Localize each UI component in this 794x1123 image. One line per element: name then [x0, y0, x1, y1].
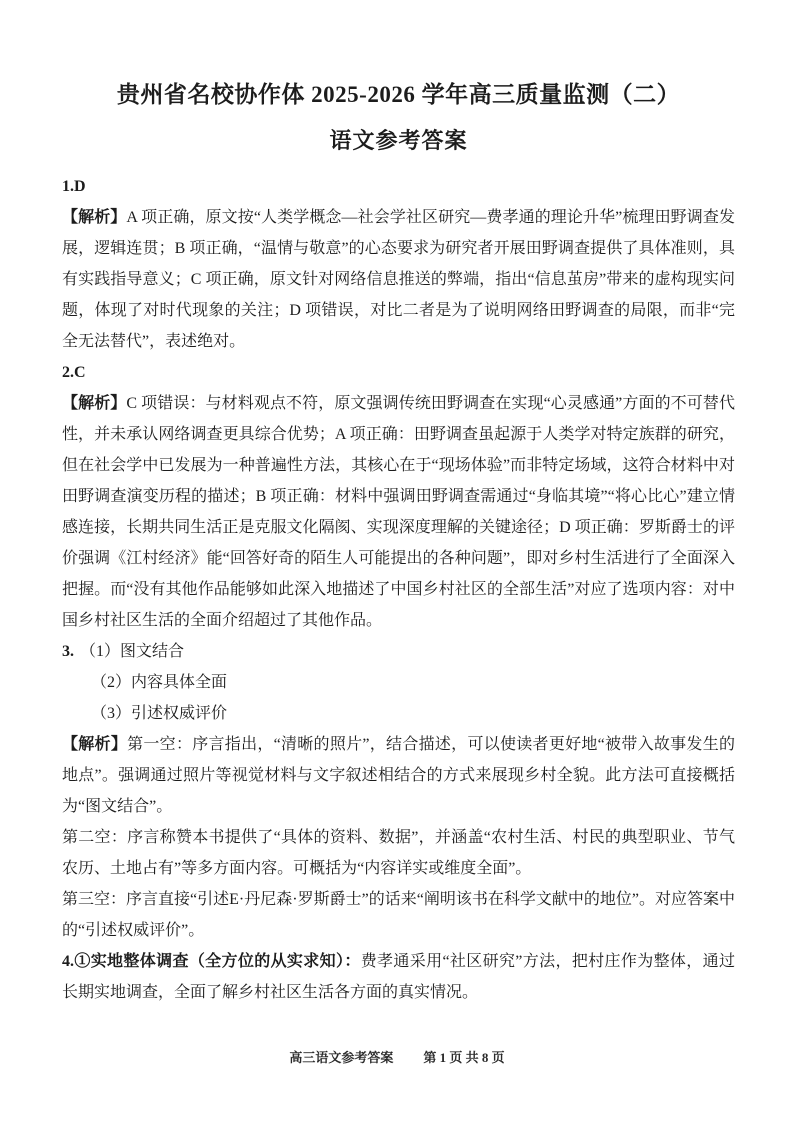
- q3-analysis-2: 第二空：序言称赞本书提供了“具体的资料、数据”，并涵盖“农村生活、村民的典型职业、节气农历、土地占有”等多方面内容。可概括为“内容详实或维度全面”。: [62, 829, 735, 877]
- q3-analysis-1-text: 第一空：序言指出，“清晰的照片”，结合描述，可以使读者更好地“被带入故事发生的地点”。强调通过照片等视觉材料与文字叙述相结合的方式来展现乡村全貌。此方法可直接概括为“图文结合”。: [62, 736, 735, 815]
- page-footer: [0, 1047, 794, 1066]
- q4-answer: [62, 946, 735, 1008]
- q2-analysis: [62, 388, 735, 636]
- q2-analysis-label: 【解析】: [62, 395, 127, 412]
- q2-answer: 2.C: [62, 364, 86, 381]
- q4-text: 费孝通采用“社区研究”方法，把村庄作为整体，通过长期实地调查，全面了解乡村社区生活各方面的真实情况。: [62, 953, 735, 1001]
- q3-answer-3: （3）引述权威评价: [91, 705, 228, 722]
- q3-analysis-label: 【解析】: [62, 736, 128, 753]
- q1-analysis: [62, 202, 735, 357]
- q1-analysis-label: 【解析】: [62, 209, 127, 226]
- q3-answer-1-text: （1）图文结合: [80, 643, 185, 660]
- document-title: 贵州省名校协作体 2025-2026 学年高三质量监测（二）: [116, 82, 681, 107]
- document-body: [62, 171, 735, 1008]
- q1-answer: 1.D: [62, 178, 86, 195]
- q2-analysis-text: C 项错误：与材料观点不符，原文强调传统田野调查在实现“心灵感通”方面的不可替代性，并未承认网络调查更具综合优势；A 项正确：田野调查虽起源于人类学对特定族群的研究，但在社会学中已发展为一种普遍性方法，其核心在于“现场体验”而非特定场域，这符合材料中对田野调查演变历程的描述；B 项正确：材料中强调田野调查需通过“身临其境”“将心比心”建立情感连接，长期共同生活正是克服文化隔阂、实现深度理解的关键途径；D 项正确：罗斯爵士的评价强调《江村经济》能“回答好奇的陌生人可能提出的各种问题”，即对乡村生活进行了全面深入把握。而“没有其他作品能够如此深入地描述了中国乡村社区的全部生活”对应了选项内容：对中国乡村社区生活的全面介绍超过了其他作品。: [62, 395, 735, 629]
- q3-number: 3.: [62, 643, 74, 660]
- q3-answer-1: [62, 636, 735, 667]
- q3-answer-2: （2）内容具体全面: [91, 674, 228, 691]
- document-subtitle: 语文参考答案: [329, 128, 468, 153]
- q1-analysis-text: A 项正确，原文按“人类学概念—社会学社区研究—费孝通的理论升华”梳理田野调查发展，逻辑连贯；B 项正确，“温情与敬意”的心态要求为研究者开展田野调查提供了具体准则，具有实践指导意义；C 项正确，原文针对网络信息推送的弊端，指出“信息茧房”带来的虚构现实问题，体现了对时代现象的关注；D 项错误，对比二者是为了说明网络田野调查的局限，而非“完全无法替代”，表述绝对。: [62, 209, 735, 350]
- q4-point: ①实地整体调查（全方位的从实求知）：: [74, 953, 361, 970]
- footer-doc-label: 高三语文参考答案: [289, 1050, 394, 1065]
- q4-number: 4.: [62, 953, 74, 970]
- footer-page-info: 第 1 页 共 8 页: [423, 1050, 505, 1065]
- q3-analysis-3: 第三空：序言直接“引述E·丹尼森·罗斯爵士”的话来“阐明该书在科学文献中的地位”。对应答案中的“引述权威评价”。: [62, 891, 735, 939]
- q3-analysis-1: [62, 729, 735, 822]
